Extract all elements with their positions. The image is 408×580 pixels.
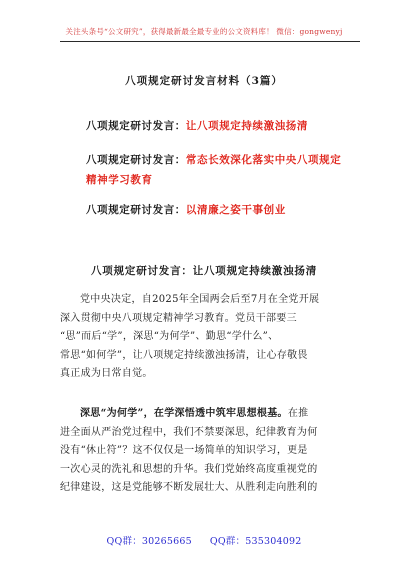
paragraph-line: 常思“如何学”，让八项规定持续激浊扬清，让心存敬畏 bbox=[60, 349, 308, 361]
header-divider bbox=[60, 41, 360, 42]
footer-qq-group-1: QQ群：30265665 bbox=[106, 536, 192, 547]
toc-item-link[interactable]: 以清廉之姿干事创业 bbox=[185, 204, 286, 216]
paragraph-line: 深入贯彻中央八项规定精神学习教育。党员干部要三 bbox=[60, 312, 297, 324]
body-paragraph-1 bbox=[60, 291, 347, 384]
paragraph-lead-tail: 在推 bbox=[287, 408, 309, 419]
toc-item-3[interactable] bbox=[86, 200, 356, 220]
paragraph-line: 纪律建设，这是党能够不断发展壮大、从胜利走向胜利的 bbox=[60, 482, 318, 493]
paragraph-line: “思”而后“学”，深思“为何学”、勤思“学什么”、 bbox=[60, 331, 279, 342]
footer bbox=[0, 533, 408, 547]
toc-item-link[interactable]: 让八项规定持续激浊扬清 bbox=[185, 120, 309, 132]
paragraph-lead: 深思“为何学”，在学深悟透中筑牢思想根基。 bbox=[80, 408, 288, 419]
paragraph-line: 党中央决定，自2025年全国两会后至7月在全党开展 bbox=[80, 294, 320, 305]
paragraph-line: 进全面从严治党过程中，我们不禁要深思，纪律教育为何 bbox=[60, 426, 318, 438]
toc-item-link-continued[interactable]: 精神学习教育 bbox=[86, 174, 153, 186]
footer-qq-group-2: QQ群：535304092 bbox=[209, 536, 302, 547]
toc-item-label: 八项规定研讨发言： bbox=[86, 154, 186, 166]
paragraph-line bbox=[60, 405, 347, 424]
paragraph-line: 没有“休止符”？这不仅仅是一场简单的知识学习，更是 bbox=[60, 445, 308, 456]
toc-item-1[interactable] bbox=[86, 116, 356, 136]
paragraph-line: 真正成为日常自觉。 bbox=[60, 368, 153, 379]
paragraph-line: 一次心灵的洗礼和思想的升华。我们党始终高度重视党的 bbox=[60, 463, 318, 475]
body-paragraph-2 bbox=[60, 405, 347, 498]
toc-item-label: 八项规定研讨发言： bbox=[86, 120, 186, 132]
toc-item-label: 八项规定研讨发言： bbox=[86, 204, 186, 216]
toc-item-link[interactable]: 常态长效深化落实中央八项规定 bbox=[185, 154, 342, 166]
header-note: 关注头条号“公文研究”，获得最新最全最专业的公文资料库！ 微信：gongwenyj bbox=[65, 27, 343, 36]
document-title: 八项规定研讨发言材料（3篇） bbox=[125, 75, 283, 87]
section-title: 八项规定研讨发言：让八项规定持续激浊扬清 bbox=[91, 265, 317, 277]
toc-item-2[interactable] bbox=[86, 150, 356, 190]
